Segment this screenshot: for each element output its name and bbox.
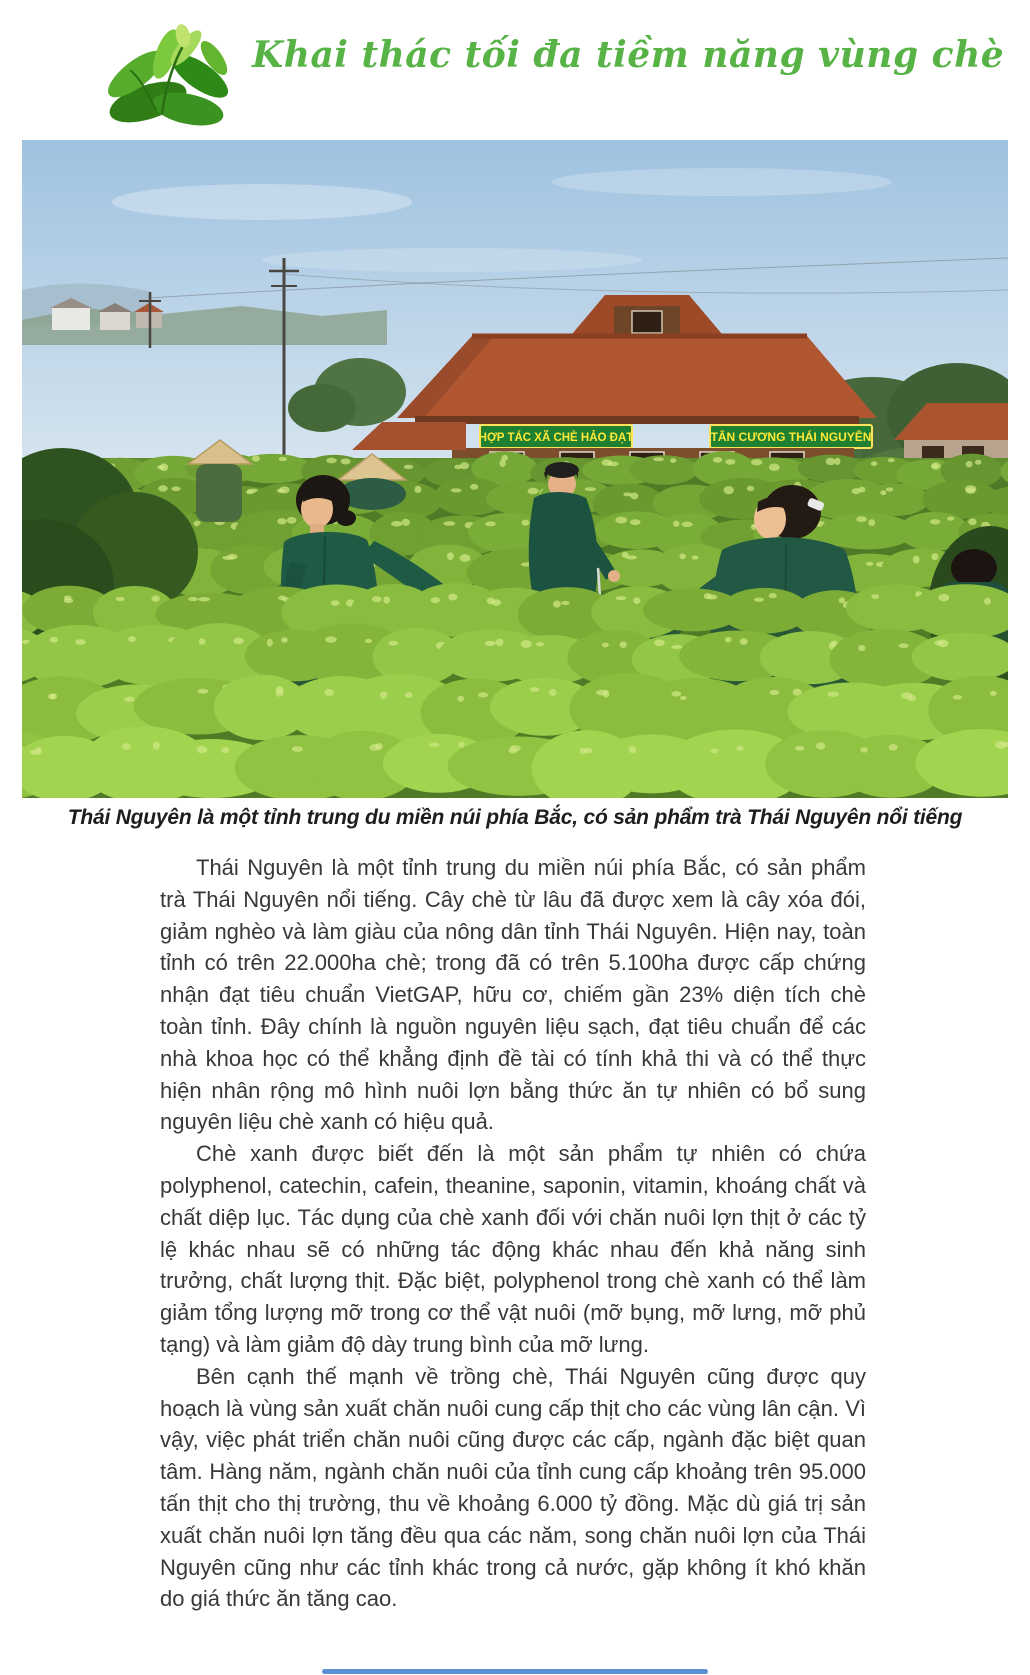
paragraph-2: Chè xanh được biết đến là một sản phẩm tự nhiên có chứa polyphenol, catechin, cafein, theanine, saponin, vitamin, khoáng chất và chất diệp lục. Tác dụng của chè xanh đối với chăn nuôi lợn thịt ở các tỷ lệ khác nhau sẽ có những tác động khác nhau đến khả năng sinh trưởng, chất lượng thịt. Đặc biệt, polyphenol trong chè xanh có thể làm giảm tổng lượng mỡ trong cơ thể vật nuôi (mỡ bụng, mỡ lưng, mỡ phủ tạng) và làm giảm độ dày trung bình của mỡ lưng. [160,1141,866,1357]
tea-bushes-front [22,583,1008,798]
article-body [160,852,866,1615]
sign-left-text: HỢP TÁC XÃ CHÈ HẢO ĐẠT [478,432,634,444]
article-photo [22,140,1008,798]
photo-caption: Thái Nguyên là một tỉnh trung du miền núi phía Bắc, có sản phẩm trà Thái Nguyên nổi tiếng [67,806,963,829]
page-header [0,0,1030,140]
page-title: Khai thác tối đa tiềm năng vùng chè [252,34,1005,76]
tea-field-scene [22,140,1008,798]
sign-right-text: TÂN CƯƠNG THÁI NGUYÊN [710,430,872,444]
tea-leaves-image [96,14,246,136]
paragraph-3: Bên cạnh thế mạnh về trồng chè, Thái Nguyên cũng được quy hoạch là vùng sản xuất chăn nuôi cung cấp thịt cho các vùng lân cận. Vì vậy, việc phát triển chăn nuôi cũng được các cấp, ngành đặc biệt quan tâm. Hàng năm, ngành chăn nuôi của tỉnh cung cấp khoảng trên 95.000 tấn thịt cho thị trường, thu về khoảng 6.000 tỷ đồng. Mặc dù giá trị sản xuất chăn nuôi lợn tăng đều qua các năm, song chăn nuôi lợn của Thái Nguyên cũng như các tỉnh khác trong cả nước, gặp không ít khó khăn do giá thức ăn tăng cao. [160,1363,866,1612]
bottom-accent-bar [322,1669,708,1674]
paragraph-1: Thái Nguyên là một tỉnh trung du miền núi phía Bắc, có sản phẩm trà Thái Nguyên nổi tiếng. Cây chè từ lâu đã được xem là cây xóa đói, giảm nghèo và làm giàu của nông dân tỉnh Thái Nguyên. Hiện nay, toàn tỉnh có trên 22.000ha chè; trong đã có trên 5.100ha được cấp chứng nhận đạt tiêu chuẩn VietGAP, hữu cơ, chiếm gần 23% diện tích chè toàn tỉnh. Đây chính là nguồn nguyên liệu sạch, đạt tiêu chuẩn để các nhà khoa học có thể khẳng định đề tài có tính khả thi và có thể thực hiện nhân rộng mô hình nuôi lợn bằng thức ăn tự nhiên có bổ sung nguyên liệu chè xanh có hiệu quả. [160,855,866,1135]
